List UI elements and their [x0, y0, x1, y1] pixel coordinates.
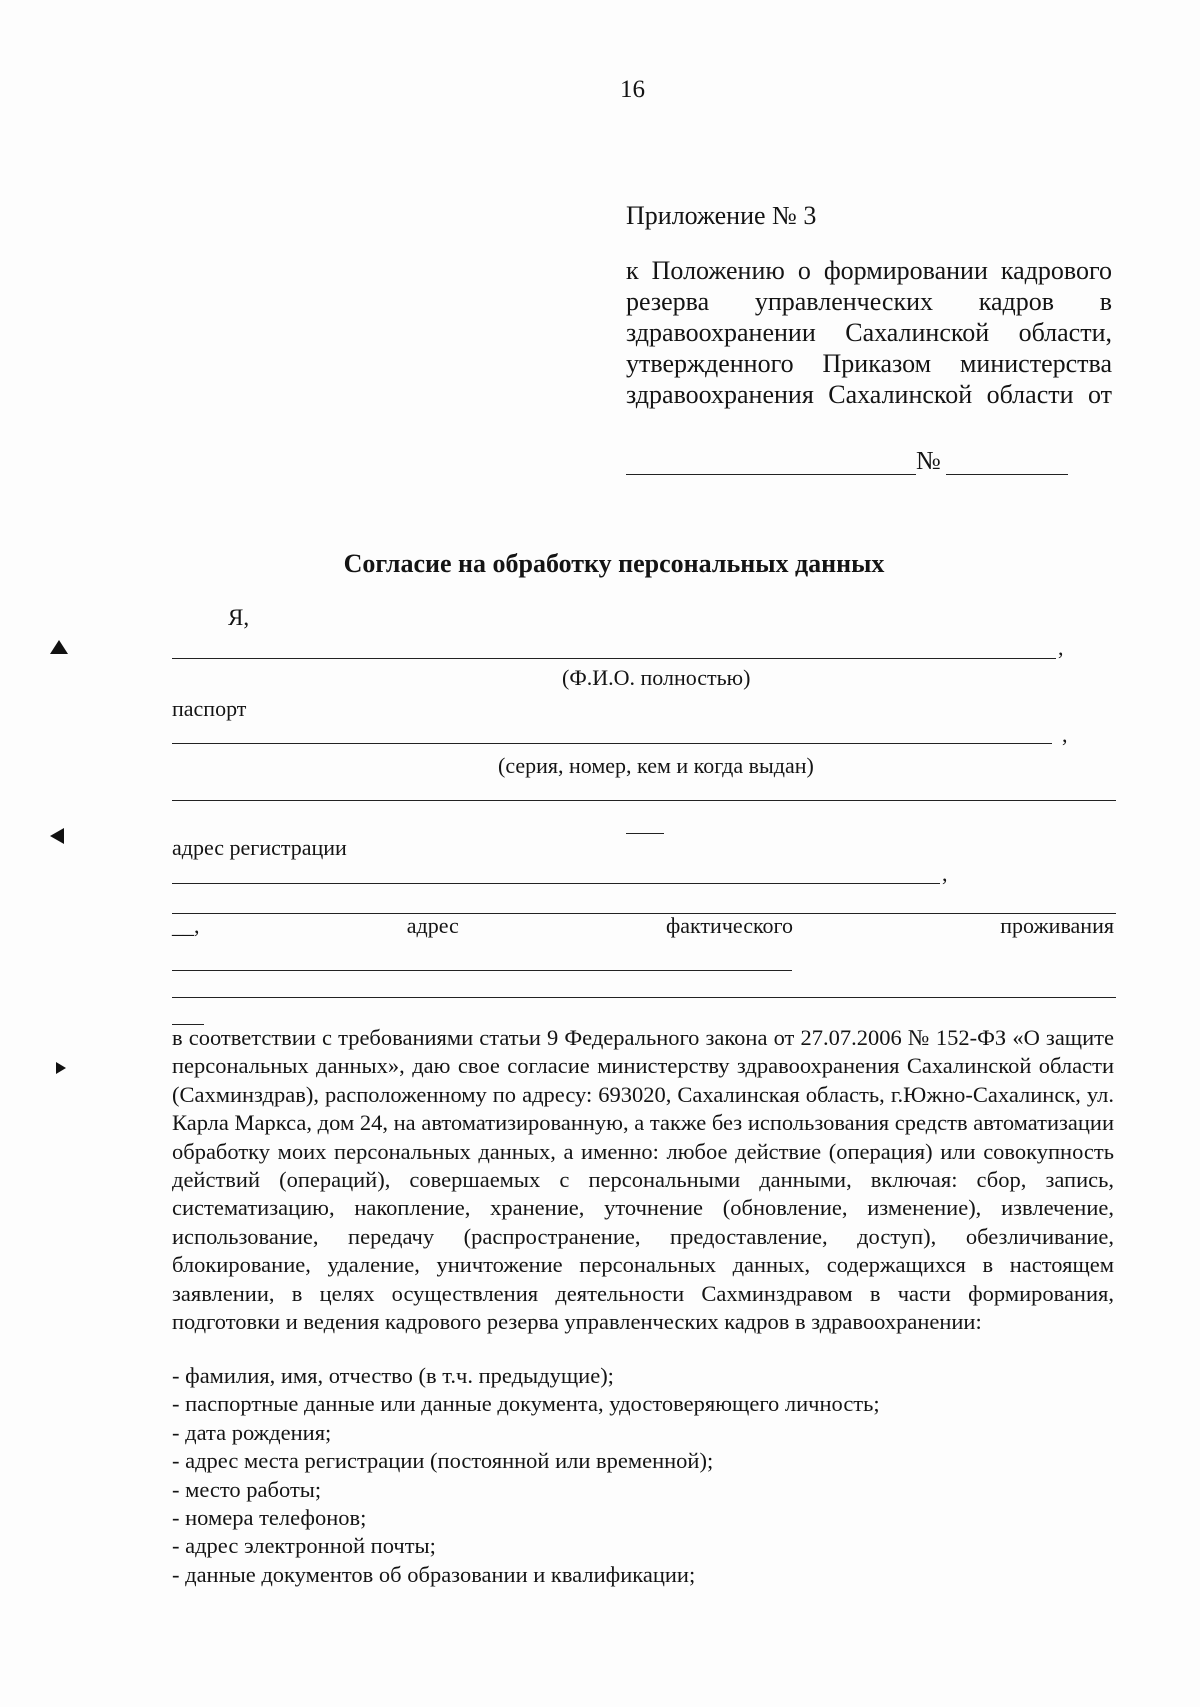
- list-item: - адрес места регистрации (постоянной или временной);: [172, 1448, 714, 1474]
- residence-line: [172, 970, 792, 971]
- residence-word-3: фактического: [666, 913, 794, 938]
- document-heading: Согласие на обработку персональных данных: [343, 549, 885, 578]
- personal-data-list: [172, 1362, 1114, 1589]
- passport-line: [172, 743, 1052, 744]
- appendix-title: Приложение № 3: [626, 201, 817, 230]
- residence-address-row: [172, 913, 1114, 939]
- consent-body-text: [172, 1024, 1114, 1336]
- fio-caption: (Ф.И.О. полностью): [562, 665, 751, 690]
- appendix-body: к Положению о формировании кадрового резерва управленческих кадров в здравоохранении Сахалинской области, утвержденного Приказом министерства здравоохранения Сахалинской области от: [626, 256, 1112, 409]
- list-item: - номера телефонов;: [172, 1505, 367, 1531]
- list-item: - адрес электронной почты;: [172, 1533, 436, 1559]
- list-item: - место работы;: [172, 1476, 322, 1502]
- fio-line: [172, 658, 1056, 659]
- passport-caption: (серия, номер, кем и когда выдан): [498, 753, 814, 778]
- registration-label: адрес регистрации: [172, 835, 347, 860]
- appendix-date-number-line: [626, 446, 1078, 476]
- list-item: - фамилия, имя, отчество (в т.ч. предыдущие);: [172, 1363, 614, 1388]
- passport-label: паспорт: [172, 696, 247, 721]
- scan-mark-icon: [50, 640, 68, 654]
- passport-short-dash: [626, 833, 664, 834]
- ya-label: Я,: [228, 605, 250, 630]
- residence-line-2: [172, 997, 1116, 998]
- scan-mark-icon: [50, 828, 64, 844]
- residence-word-2: адрес: [406, 913, 459, 938]
- registration-line: [172, 883, 940, 884]
- passport-line-2: [172, 800, 1116, 801]
- number-sign: №: [916, 446, 941, 475]
- consent-paragraph: в соответствии с требованиями статьи 9 Федерального закона от 27.07.2006 № 152-ФЗ «О защите персональных данных», даю свое согласие министерству здравоохранения Сахалинской области (Сахминздрав), расположенному по адресу: 693020, Сахалинская область, г.Южно-Сахалинск, ул. Карла Маркса, дом 24, на автоматизированную, а также без использования средств автоматизации обработку моих персональных данных, а именно: любое действие (операция) или совокупность действий (операций), совершаемых с персональными данными, включая: сбор, запись, систематизацию, накопление, хранение, уточнение (обновление, изменение), извлечение, использование, передачу (распространение, предоставление, доступ), обезличивание, блокирование, удаление, уничтожение персональных данных, содержащихся в настоящем заявлении, в целях осуществления деятельности Сахминздравом в части формирования, подготовки и ведения кадрового резерва управленческих кадров в здравоохранении:: [172, 1025, 1114, 1335]
- list-item: - данные документов об образовании и квалификации;: [172, 1561, 696, 1587]
- list-item: - дата рождения;: [172, 1419, 332, 1445]
- page-number: 16: [620, 76, 645, 103]
- number-blank-line: [946, 474, 1068, 475]
- date-blank-line: [626, 474, 916, 475]
- residence-word-4: проживания: [1000, 913, 1114, 938]
- registration-comma: ,: [942, 861, 948, 886]
- residence-word-1: __,: [172, 913, 200, 938]
- fio-comma: ,: [1058, 635, 1064, 660]
- list-item: - паспортные данные или данные документа, удостоверяющего личность;: [172, 1391, 880, 1417]
- scan-mark-icon: [56, 1062, 66, 1074]
- passport-comma: ,: [1062, 722, 1068, 747]
